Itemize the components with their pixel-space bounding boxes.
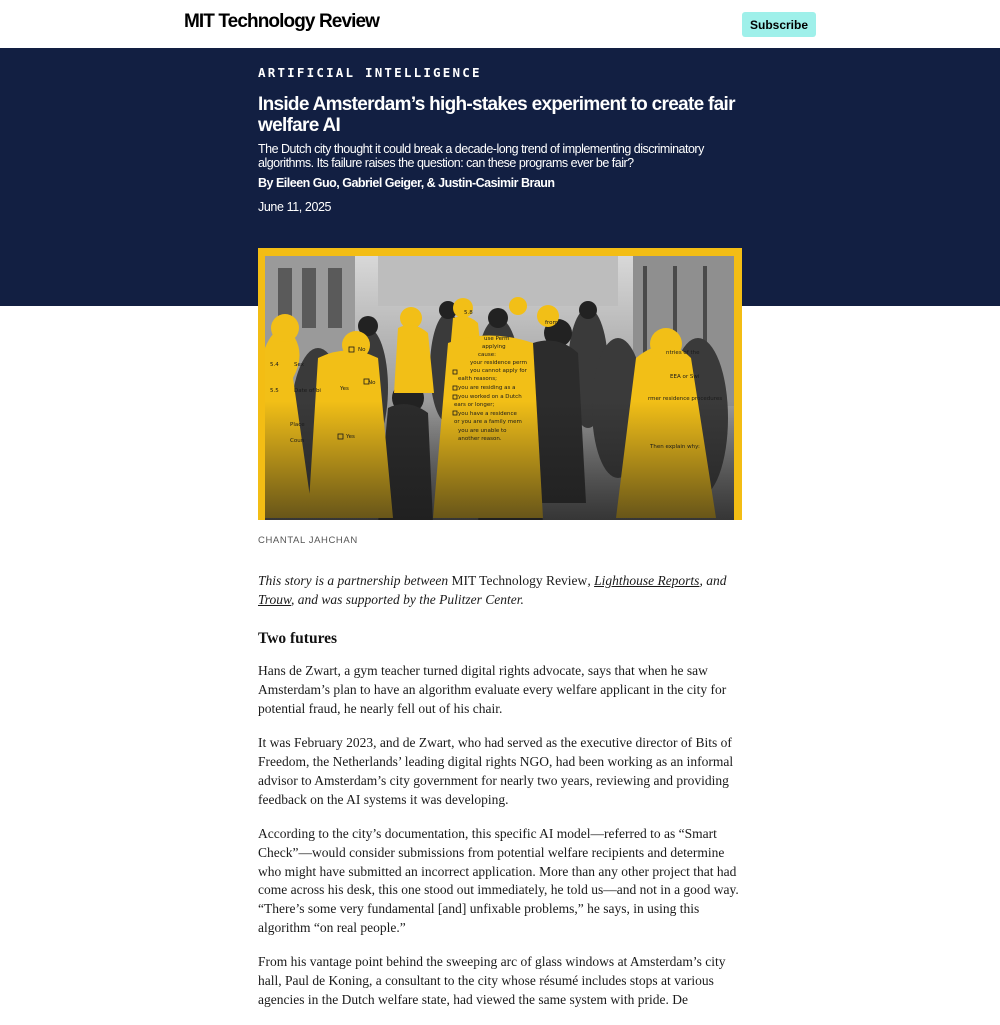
top-navigation-bar: [0, 0, 1000, 49]
image-credit: CHANTAL JAHCHAN: [258, 535, 358, 546]
section-heading: Two futures: [258, 629, 338, 647]
author-link[interactable]: Justin-Casimir Braun: [438, 176, 555, 190]
article-category[interactable]: ARTIFICIAL INTELLIGENCE: [258, 65, 482, 80]
lead-image-illustration: [258, 248, 742, 520]
article-byline: By Eileen Guo, Gabriel Geiger, & Justin-Casimir Braun: [258, 176, 555, 190]
publication-name: MIT Technology Review: [451, 573, 588, 588]
article-body: [258, 572, 742, 1025]
body-paragraph: Hans de Zwart, a gym teacher turned digital rights advocate, says that when he saw Amsterdam’s plan to have an algorithm evaluate every welfare applicant in the city for potential fraud, he nearly fell out of his chair.: [258, 663, 727, 716]
body-paragraph: According to the city’s documentation, this specific AI model—referred to as “Smart Check”—would consider submissions from potential welfare recipients and determine who might have submitted an incorrect application. More than any other project that had come across his desk, this one stood out immediately, he told us—and not in a good way. “There’s some very fundamental [and] unfixable problems,” he says, in using this algorithm “on real people.”: [258, 825, 739, 935]
article-headline: Inside Amsterdam’s high-stakes experiment to create fair welfare AI: [258, 94, 735, 136]
author-link[interactable]: Gabriel Geiger: [342, 176, 421, 190]
lead-image: [258, 248, 742, 520]
subscribe-button[interactable]: Subscribe: [742, 12, 816, 37]
site-logo[interactable]: MIT Technology Review: [184, 11, 380, 32]
body-paragraph: It was February 2023, and de Zwart, who had served as the executive director of Bits of Freedom, the Netherlands’ leading digital rights NGO, had been working as an informal advisor to Amsterdam’s city government for nearly two years, reviewing and providing feedback on the AI systems it was developing.: [258, 735, 734, 807]
partnership-note: This story is a partnership between MIT Technology Review, Lighthouse Reports, and Trouw, and was supported by the Pulitzer Center.: [258, 573, 727, 607]
body-paragraph: From his vantage point behind the sweeping arc of glass windows at Amsterdam’s city hall, Paul de Koning, a consultant to the city whose résumé includes stops at various agencies in the Dutch welfare state, had viewed the same system with pride. De: [258, 954, 726, 1007]
author-link[interactable]: Eileen Guo: [275, 176, 337, 190]
byline-prefix: By: [258, 176, 273, 190]
publish-date: June 11, 2025: [258, 200, 332, 214]
lighthouse-reports-link[interactable]: Lighthouse Reports: [594, 573, 700, 588]
article-dek: The Dutch city thought it could break a decade-long trend of implementing discriminatory algorithms. Its failure raises the question: can these programs ever be fair?: [258, 142, 704, 170]
trouw-link[interactable]: Trouw: [258, 591, 292, 607]
